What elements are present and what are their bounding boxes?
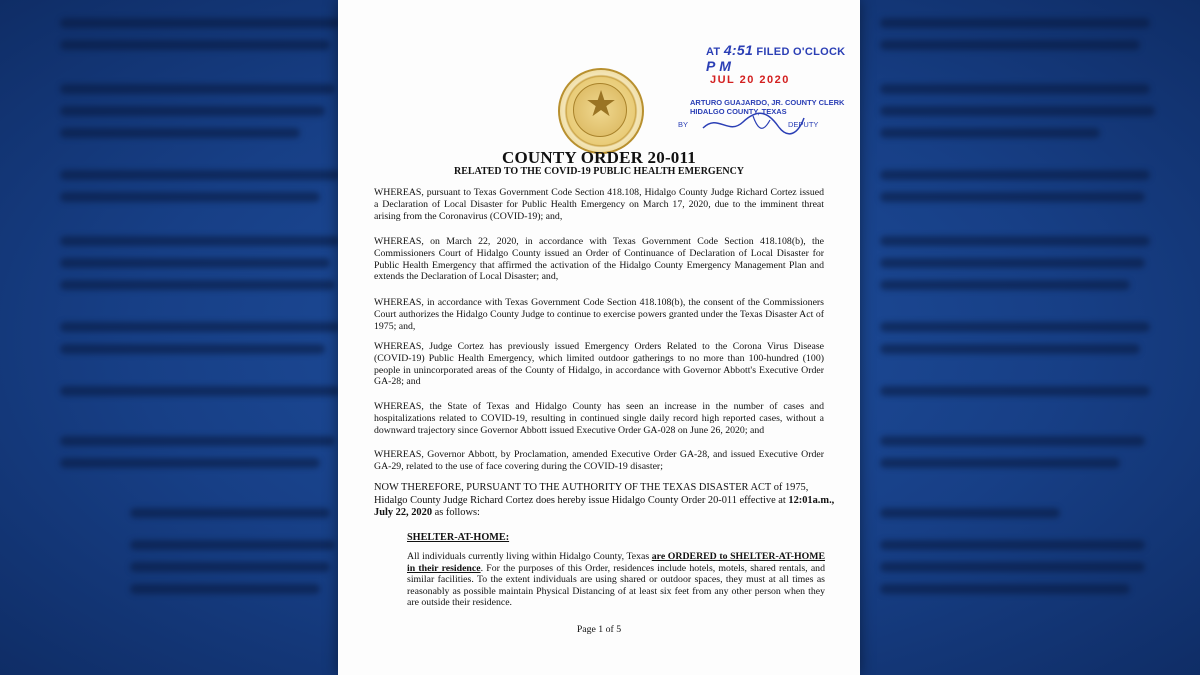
stamp-clerk-county: HIDALGO COUNTY, TEXAS [690,107,787,116]
stamp-filed-line [706,42,853,74]
section-rest: . For the purposes of this Order, residences include hotels, motels, shared rentals, and similar facilities. To the extent individuals are using shared or outdoor spaces, they must at all times as reasonably as possible maintain Physical Distancing of at least six feet from any other person when they are outside their residence. [407,562,825,608]
page-number: Page 1 of 5 [576,624,622,635]
county-seal-logo [558,68,644,154]
now-lead: NOW THEREFORE, PURSUANT TO THE AUTHORITY OF THE TEXAS DISASTER ACT of 1975, Hidalgo County Judge Richard Cortez does hereby issue Hidalgo County Order 20-011 effective at [374,482,809,506]
filed-stamp [668,40,853,140]
whereas-paragraph-2: WHEREAS, on March 22, 2020, in accordance with Texas Government Code Section 418.108(b), the Commissioners Court of Hidalgo County issued an Order of Continuance of Declaration of Local Disaster for Public Health Emergency that affirmed the activation of the Hidalgo County Emergency Management Plan and extends the Declaration of Local Disaster; and, [374,236,824,283]
now-tail: as follows: [432,507,480,518]
whereas-paragraph-6: WHEREAS, Governor Abbott, by Proclamation, amended Executive Order GA-28, and issued Executive Order GA-29, related to the use of face covering during the COVID-19 disaster; [374,449,824,472]
document-title: COUNTY ORDER 20-011 [502,148,696,167]
document-page [338,0,860,675]
stamp-filed: FILED [756,46,790,58]
stamp-deputy: DEPUTY [788,120,819,129]
section-heading: SHELTER-AT-HOME: [407,532,510,543]
stamp-by: BY [678,120,689,129]
stamp-date: JUL 20 2020 [710,74,790,86]
stamp-at: AT [706,46,721,58]
effective-date: 12:01a.m., July 22, 2020 [374,494,835,518]
whereas-paragraph-3: WHEREAS, in accordance with Texas Government Code Section 418.108(b), the consent of the Commissioners Court authorizes the Hidalgo County Judge to continue to exercise powers granted under the Texas Disaster Act of 1975; and, [374,297,824,332]
stamp-oclock: O'CLOCK [793,46,846,58]
now-therefore-paragraph [374,482,844,520]
document-subtitle: RELATED TO THE COVID-19 PUBLIC HEALTH EMERGENCY [453,166,745,177]
section-emphasis: are ORDERED to SHELTER-AT-HOME in their residence [407,551,826,574]
whereas-paragraph-4: WHEREAS, Judge Cortez has previously issued Emergency Orders Related to the Corona Virus Disease (COVID-19) Public Health Emergency, which limited outdoor gatherings to no more than 100-hundred (100) people in unincorporated areas of the County of Hidalgo, in accordance with Governor Abbott's Executive Order GA-28; and [374,341,824,388]
section-lead: All individuals currently living within Hidalgo County, Texas [407,551,652,562]
stamp-clerk-name: ARTURO GUAJARDO, JR. COUNTY CLERK [690,98,845,107]
stamp-meridiem: P M [706,58,732,74]
section-body [407,551,825,609]
star-icon: ★ [584,84,618,124]
stamp-time: 4:51 [723,42,754,58]
whereas-paragraph-1: WHEREAS, pursuant to Texas Government Code Section 418.108, Hidalgo County Judge Richard Cortez issued a Declaration of Local Disaster for Public Health Emergency on March 17, 2020, due to the imminent threat arising from the Coronavirus (COVID-19); and, [374,187,824,222]
whereas-paragraph-5: WHEREAS, the State of Texas and Hidalgo County has seen an increase in the number of cases and hospitalizations related to COVID-19, resulting in continued single daily record high reported cases, without a downward trajectory since Governor Abbott issued Executive Order GA-028 on June 26, 2020; and [374,401,824,436]
